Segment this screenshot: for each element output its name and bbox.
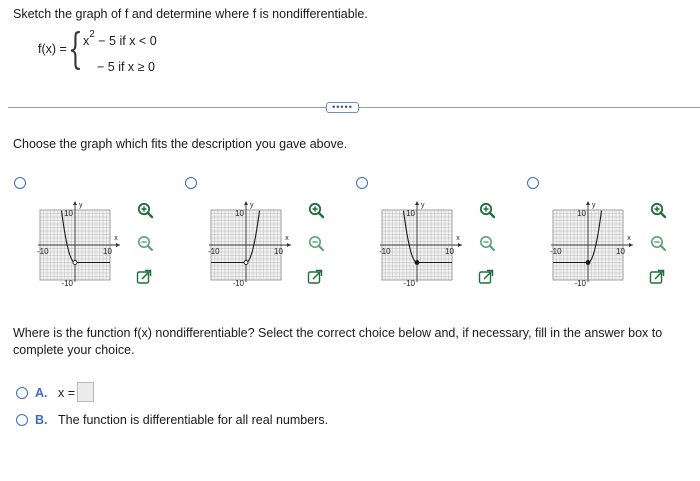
axis-label-top: 10 xyxy=(235,209,244,218)
expand-more-button[interactable]: ••••• xyxy=(326,102,359,113)
graph-choice-radio[interactable] xyxy=(527,177,539,189)
axis-label-right: 10 xyxy=(445,247,454,256)
section-divider xyxy=(359,107,700,108)
zoom-out-icon[interactable] xyxy=(648,233,668,253)
axis-label-bottom: -10 xyxy=(403,279,415,288)
axis-label-x: x xyxy=(627,235,631,242)
axis-label-right: 10 xyxy=(274,247,283,256)
external-link-icon[interactable] xyxy=(477,268,497,288)
section-divider xyxy=(8,107,326,108)
axis-label-bottom: -10 xyxy=(574,279,586,288)
axis-label-top: 10 xyxy=(64,209,73,218)
open-point xyxy=(244,261,248,265)
axis-label-x: x xyxy=(114,235,118,242)
external-link-icon[interactable] xyxy=(648,268,668,288)
axis-label-x: x xyxy=(456,235,460,242)
graph-choice-radio[interactable] xyxy=(14,177,26,189)
closed-point xyxy=(586,261,590,265)
axis-label-y: y xyxy=(592,202,596,209)
option-b-letter: B. xyxy=(35,413,48,427)
graph-plot xyxy=(207,196,303,294)
option-a-letter: A. xyxy=(35,386,48,400)
axis-label-right: 10 xyxy=(103,247,112,256)
answer-input-box[interactable] xyxy=(77,382,94,402)
graph-plot xyxy=(36,196,132,294)
option-b-text: The function is differentiable for all real numbers. xyxy=(58,413,329,427)
external-link-icon[interactable] xyxy=(306,268,326,288)
axis-label-x: x xyxy=(285,235,289,242)
piecewise-case-2: − 5 if x ≥ 0 xyxy=(97,60,155,74)
axis-label-top: 10 xyxy=(406,209,415,218)
graph-choice-radio[interactable] xyxy=(356,177,368,189)
axis-label-y: y xyxy=(79,202,83,209)
zoom-out-icon[interactable] xyxy=(135,233,155,253)
piecewise-case-1: $x^2 - 5$ if x < 0 xyxy=(83,29,157,48)
zoom-out-icon[interactable] xyxy=(306,233,326,253)
axis-label-left: -10 xyxy=(550,247,562,256)
axis-label-bottom: -10 xyxy=(61,279,73,288)
axis-label-left: -10 xyxy=(379,247,391,256)
graph-plot xyxy=(549,196,645,294)
zoom-in-icon[interactable] xyxy=(648,200,668,220)
choose-instruction: Choose the graph which fits the description you gave above. xyxy=(13,137,348,151)
option-a-label: x = xyxy=(58,386,76,400)
function-label: f(x) = xyxy=(38,42,67,56)
axis-label-left: -10 xyxy=(37,247,49,256)
axis-label-top: 10 xyxy=(577,209,586,218)
problem-prompt: Sketch the graph of f and determine where f is nondifferentiable. xyxy=(13,7,368,21)
zoom-in-icon[interactable] xyxy=(135,200,155,220)
zoom-in-icon[interactable] xyxy=(306,200,326,220)
graph-plot xyxy=(378,196,474,294)
piecewise-brace: { xyxy=(68,24,83,73)
question-text: Where is the function f(x) nondifferentiable? Select the correct choice below and, if necessary, fill in the answer box to complete your choice. xyxy=(13,326,663,357)
open-point xyxy=(73,261,77,265)
option-b-radio[interactable] xyxy=(16,414,28,426)
axis-label-right: 10 xyxy=(616,247,625,256)
zoom-out-icon[interactable] xyxy=(477,233,497,253)
axis-label-left: -10 xyxy=(208,247,220,256)
graph-choice-radio[interactable] xyxy=(185,177,197,189)
option-a-radio[interactable] xyxy=(16,387,28,399)
external-link-icon[interactable] xyxy=(135,268,155,288)
axis-label-y: y xyxy=(250,202,254,209)
axis-label-bottom: -10 xyxy=(232,279,244,288)
zoom-in-icon[interactable] xyxy=(477,200,497,220)
axis-label-y: y xyxy=(421,202,425,209)
closed-point xyxy=(415,261,419,265)
